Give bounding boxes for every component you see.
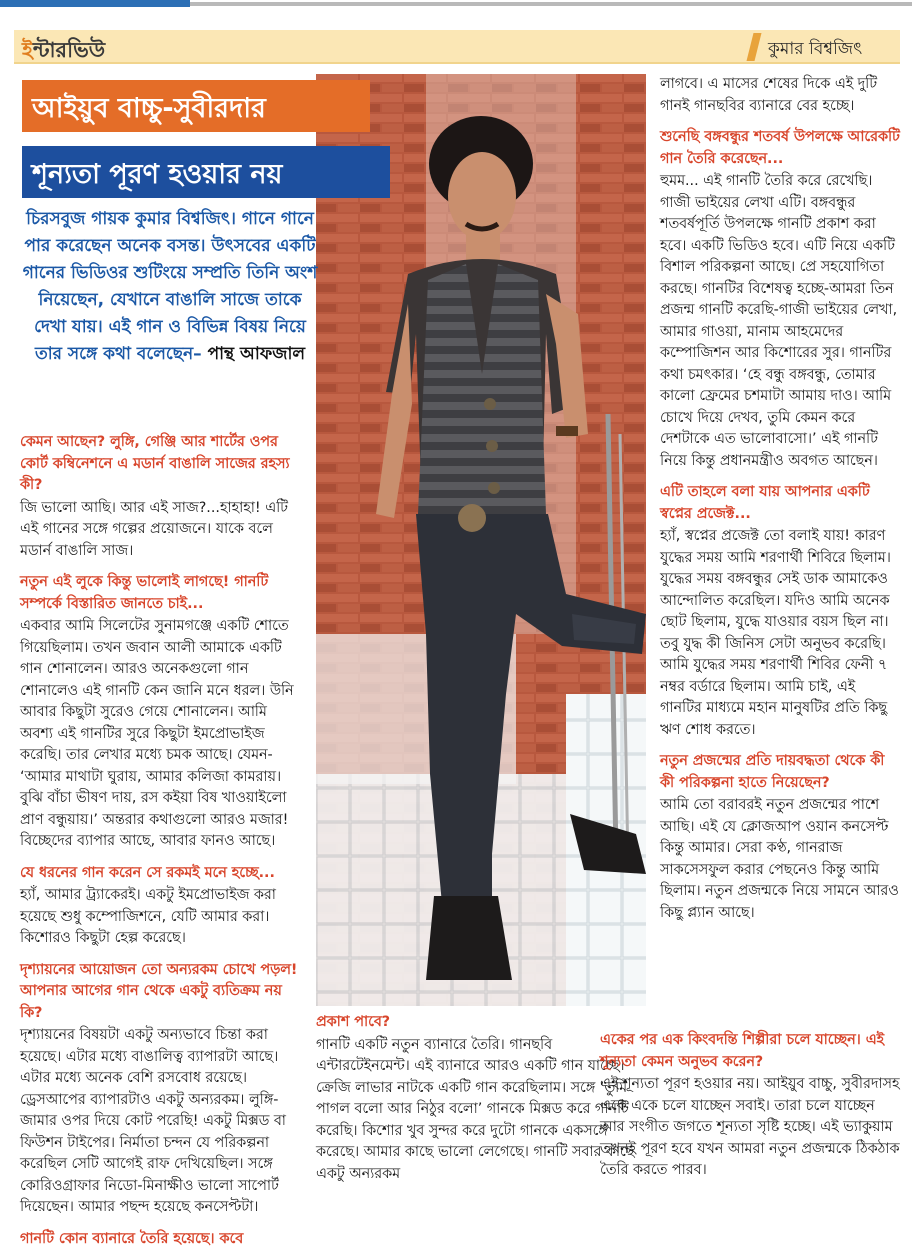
interview-answer: দৃশ্যায়নের বিষয়টা একটু অন্যভাবে চিন্তা করা হয়েছে। এটার মধ্যে বাঙালিত্ব ব্যাপারটা আছে। এটার মধ্যে অনেক বেশি রসবোধ রয়েছে। ড্রেসআপের ব্যাপারটাও একটু অন্যরকম। লুঙ্গি-জামার ওপর দিয়ে কোট পরেছি! একটু মিক্সড বা ফিউশন টাইপের। নির্মাতা চন্দন যে পরিকল্পনা করেছিল সেটি আগেই রাফ দেখিয়েছিল। সঙ্গে কোরিওগ্রাফার নিডো-মিনাক্ষীও ভালো সাপোর্ট দিয়েছেন। আমার পছন্দ হয়েছে কনসেপ্টটা। — [20, 1027, 286, 1215]
middle-column — [316, 1012, 646, 1186]
intro-author: পান্থ আফজাল — [207, 344, 306, 364]
interview-question: যে ধরনের গান করেন সে রকমই মনে হচ্ছে... — [20, 864, 275, 881]
photo-illustration — [316, 74, 646, 1006]
rule-blue — [0, 0, 190, 7]
interview-answer: গানটি একটি নতুন ব্যানারে তৈরি। গানছবি এন্টারটেইনমেন্ট। এই ব্যানারে আরও একটি গান যাচ্ছে। ক্রেজি লাভার নাটকে একটি গান করেছিলাম। সঙ্গে ‘তুমি পাগল বলো আর নিঠুর বলো’ গানকে মিক্সড করে গানটি করেছি। কিশোর খুব সুন্দর করে দুটো গানকে একসঙ্গে করেছে। আমার কাছে ভালো লেগেছে। গানটি সবার কাছে একটু অন্যরকম — [316, 1036, 635, 1182]
interview-question: এটি তাহলে বলা যায় আপনার একটি স্বপ্নের প্রজেক্ট... — [660, 484, 870, 522]
rule-grey — [190, 2, 912, 6]
intro-text: চিরসবুজ গায়ক কুমার বিশ্বজিৎ। গানে গানে পার করেছেন অনেক বসন্ত। উৎসবের একটি গানের ভিডিওর শুটিংয়ে সম্প্রতি তিনি অংশ নিয়েছেন, যেখানে বাঙালি সাজে তাকে দেখা যায়। এই গান ও বিভিন্ন বিষয় নিয়ে তার সঙ্গে কথা বলেছেন– — [22, 209, 318, 364]
interview-question: দৃশ্যায়নের আয়োজন তো অন্যরকম চোখে পড়ল! আপনার আগের গান থেকে একটু ব্যতিক্রম নয় কি? — [20, 961, 298, 1021]
section-rest: ন্টারভিউ — [32, 38, 106, 62]
interview-question: নতুন এই লুকে কিন্তু ভালোই লাগছে! গানটি সম্পর্কে বিস্তারিত জানতে চাই... — [20, 574, 269, 612]
interview-question: প্রকাশ পাবে? — [316, 1014, 391, 1030]
interview-answer: আমি তো বরাবরই নতুন প্রজন্মের পাশে আছি। এই যে ক্লোজআপ ওয়ান কনসেপ্ট কিন্তু আমার। সেরা কণ্ঠ, গানরাজ সাকসেসফুল করার পেছনেও কিন্তু আমি ছিলাম। নতুন প্রজন্মকে নিয়ে সামনে আরও কিছু প্ল্যান আছে। — [660, 797, 899, 921]
interview-question: কেমন আছেন? লুঙ্গি, গেঞ্জি আর শার্টের ওপর কোর্ট কম্বিনেশনে এ মডার্ন বাঙালি সাজের রহস্য কী? — [20, 434, 290, 493]
intro-paragraph — [22, 206, 318, 368]
interview-question: একের পর এক কিংবদন্তি শিল্পীরা চলে যাচ্ছেন। এই শূন্যতা কেমন অনুভব করেন? — [600, 1032, 885, 1070]
interview-answer: একবার আমি সিলেটের সুনামগঞ্জে একটি শোতে গিয়েছিলাম। তখন জবান আলী আমাকে একটি গান শোনালেন। আরও অনেকগুলো গান শোনালেও এই গানটি কেন জানি মনে ধরল। উনি আবার কিছুটা সুরেও গেয়ে শোনালেন। আমি অবশ্য এই গানটির সুরে কিছুটা ইমপ্রোভাইজ করেছি। তার লেখার মধ্যে চমক আছে। যেমন- ‘আমার মাথাটা ঘুরায়, আমার কলিজা কামরায়। বুঝি বাঁচা ভীষণ দায়, রস কইয়া বিষ খাওয়াইলো প্রাণ বন্ধুয়ায়।’ অন্তরার কথাগুলো আরও মজার! বিচ্ছেদের ব্যাপার আছে, আবার ফানও আছে। — [20, 618, 294, 849]
interview-question: নতুন প্রজন্মের প্রতি দায়বদ্ধতা থেকে কী কী পরিকল্পনা হাতে নিয়েছেন? — [660, 753, 885, 791]
section-first-letter: ই — [22, 38, 33, 62]
section-bar — [14, 30, 900, 64]
section-name — [22, 34, 105, 69]
byline-slash-decoration — [747, 33, 762, 61]
person-photo — [316, 74, 646, 1006]
right-column-bottom — [600, 1030, 900, 1183]
interview-answer: হুমম... এই গানটি তৈরি করে রেখেছি। গাজী ভাইয়ের লেখা এটি। বঙ্গবন্ধুর শতবর্ষপূর্তি উপলক্ষে গানটি প্রকাশ করা হবে। একটি ভিডিও হবে। এটি নিয়ে একটি বিশাল পরিকল্পনা আছে। প্রে সহযোগিতা করছে। গানটির বিশেষত্ব হচ্ছে-আমরা তিন প্রজন্ম গানটি করেছি-গাজী ভাইয়ের লেখা, আমার গাওয়া, মানাম আহমেদের কম্পোজিশন আর কিশোরের সুর। গানটির কথা চমৎকার। ‘হে বন্ধু বঙ্গবন্ধু, তোমার কালো ফ্রেমের চশমাটা আমায় দাও। আমি চোখে দিয়ে দেখব, তুমি কেমন করে দেশটাকে এত ভালোবাসো।’ এই গানটি নিয়ে কিন্তু প্রধানমন্ত্রীও অবগত আছেন। — [660, 173, 898, 469]
interview-answer: লাগবে। এ মাসের শেষের দিকে এই দুটি গানই গানছবির ব্যানারে বের হচ্ছে। — [660, 76, 878, 114]
interview-question: শুনেছি বঙ্গবন্ধুর শতবর্ষ উপলক্ষে আরেকটি গান তৈরি করেছেন... — [660, 129, 900, 167]
interview-answer: জি ভালো আছি। আর এই সাজ?...হাহাহা! এটি এই গানের সঙ্গে গল্পের প্রয়োজনে। যাকে বলে মডার্ন বাঙালি সাজ। — [20, 499, 288, 559]
right-column-top — [660, 74, 900, 925]
interview-answer: এই শূন্যতা পূরণ হওয়ার নয়। আইয়ুব বাচ্চু, সুবীরদাসহ একে একে চলে যাচ্ছেন সবাই। তারা চলে যাচ্ছেন আর সংগীত জগতে শূন্যতা সৃষ্টি হচ্ছে। এই ভ্যাকুয়াম তখনই পূরণ হবে যখন আমরা নতুন প্রজন্মকে ঠিকঠাক তৈরি করতে পারব। — [600, 1076, 900, 1178]
interview-answer: হ্যাঁ, আমার ট্র্যাকেরই। একটু ইমপ্রোভাইজ করা হয়েছে শুধু কম্পোজিশনে, যেটি আমার করা। কিশোরও কিছুটা হেল্প করেছে। — [20, 887, 276, 946]
top-rule — [0, 0, 912, 8]
interview-question: গানটি কোন ব্যানারে তৈরি হয়েছে। কবে — [20, 1230, 244, 1247]
byline: কুমার বিশ্বজিৎ — [768, 39, 863, 59]
headline-line-1: আইয়ুব বাচ্চু-সুবীরদার — [22, 80, 370, 132]
left-column — [20, 432, 302, 1251]
interview-answer: হ্যাঁ, স্বপ্নের প্রজেক্ট তো বলাই যায়! কারণ যুদ্ধের সময় আমি শরণার্থী শিবিরে ছিলাম। যুদ্ধের সময় বঙ্গবন্ধুর সেই ডাক আমাকেও আন্দোলিত করেছিল। যদিও আমি অনেক ছোট ছিলাম, যুদ্ধে যাওয়ার বয়স ছিল না। তবু যুদ্ধ কী জিনিস সেটা অনুভব করেছি। আমি যুদ্ধের সময় শরণার্থী শিবির ফেনী ৭ নম্বর বর্ডারে ছিলাম। আমি চাই, এই গানটির মাধ্যমে মহান মানুষটির প্রতি কিছু ঋণ শোধ করতে। — [660, 528, 891, 738]
headline-line-2: শূন্যতা পূরণ হওয়ার নয় — [22, 146, 390, 198]
